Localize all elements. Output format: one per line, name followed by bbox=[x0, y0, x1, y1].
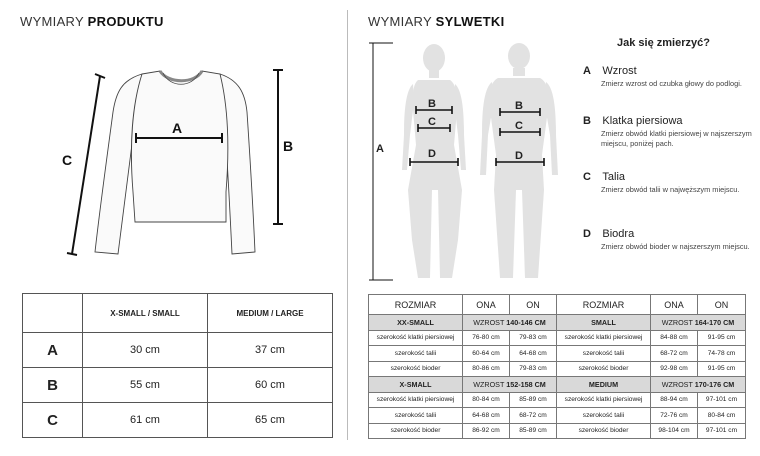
howto-letter: C bbox=[583, 171, 591, 183]
height-label: WZROST bbox=[661, 317, 693, 327]
figure-label-d-man: D bbox=[515, 150, 523, 162]
table-cell: 68-72 cm bbox=[510, 408, 557, 424]
table-row bbox=[23, 368, 333, 403]
table-cell: 65 cm bbox=[208, 403, 333, 438]
measure-label: szerokość klatki piersiowej bbox=[557, 392, 651, 408]
measure-label: szerokość talii bbox=[557, 408, 651, 424]
howto-item bbox=[583, 111, 683, 129]
howto-item bbox=[583, 224, 634, 242]
table-row bbox=[369, 423, 746, 439]
column-header: ONA bbox=[463, 295, 510, 315]
howto-name: Klatka piersiowa bbox=[602, 115, 683, 127]
table-cell: 85-89 cm bbox=[510, 423, 557, 439]
column-header: ON bbox=[698, 295, 746, 315]
table-row bbox=[369, 346, 746, 362]
sweatshirt-diagram bbox=[60, 62, 310, 262]
table-cell: 60-64 cm bbox=[463, 346, 510, 362]
table-row bbox=[369, 330, 746, 346]
table-cell: 72-76 cm bbox=[651, 408, 698, 424]
height-cell bbox=[463, 377, 557, 393]
measure-label: szerokość klatki piersiowej bbox=[557, 330, 651, 346]
empty-header-cell bbox=[23, 294, 83, 333]
figure-label-d-woman: D bbox=[428, 148, 436, 160]
howto-item bbox=[583, 167, 625, 185]
howto-letter: D bbox=[583, 228, 591, 240]
table-row bbox=[23, 403, 333, 438]
row-label: A bbox=[23, 333, 83, 368]
height-value: 170-176 CM bbox=[694, 379, 735, 389]
diagram-label-c: C bbox=[62, 152, 73, 168]
height-cell bbox=[463, 315, 557, 331]
body-dimensions-title bbox=[368, 14, 505, 29]
measure-label: szerokość klatki piersiowej bbox=[369, 392, 463, 408]
table-cell: 64-68 cm bbox=[463, 408, 510, 424]
figure-label-a: A bbox=[376, 143, 384, 155]
title-prefix: WYMIARY bbox=[368, 14, 432, 29]
size-name: MEDIUM bbox=[557, 377, 651, 393]
measure-label: szerokość bioder bbox=[557, 423, 651, 439]
table-cell: 74-78 cm bbox=[698, 346, 746, 362]
table-cell: 84-88 cm bbox=[651, 330, 698, 346]
figure-label-b-woman: B bbox=[428, 98, 436, 110]
body-size-table bbox=[368, 294, 746, 439]
table-cell: 91-95 cm bbox=[698, 330, 746, 346]
table-cell: 92-98 cm bbox=[651, 361, 698, 377]
table-row bbox=[369, 408, 746, 424]
table-cell: 55 cm bbox=[83, 368, 208, 403]
size-name: SMALL bbox=[557, 315, 651, 331]
row-label: C bbox=[23, 403, 83, 438]
table-cell: 97-101 cm bbox=[698, 392, 746, 408]
table-cell: 88-94 cm bbox=[651, 392, 698, 408]
howto-desc: Zmierz obwód bioder w najszerszym miejscu. bbox=[601, 242, 750, 251]
measure-label: szerokość bioder bbox=[369, 423, 463, 439]
height-label: WZROST bbox=[473, 379, 505, 389]
height-cell bbox=[651, 315, 746, 331]
table-cell: 80-84 cm bbox=[463, 392, 510, 408]
height-value: 164-170 CM bbox=[694, 317, 735, 327]
howto-item bbox=[583, 61, 637, 79]
product-dimensions-title bbox=[20, 14, 164, 29]
column-header: ROZMIAR bbox=[369, 295, 463, 315]
howto-desc: Zmierz wzrost od czubka głowy do podlogi. bbox=[601, 79, 742, 88]
table-cell: 37 cm bbox=[208, 333, 333, 368]
height-label: WZROST bbox=[473, 317, 505, 327]
howto-desc: Zmierz obwód talii w najwęższym miejscu. bbox=[601, 185, 740, 194]
howto-title: Jak się zmierzyć? bbox=[617, 37, 710, 49]
table-cell: 30 cm bbox=[83, 333, 208, 368]
size-name: X-SMALL bbox=[369, 377, 463, 393]
product-size-table bbox=[22, 293, 333, 438]
table-cell: 60 cm bbox=[208, 368, 333, 403]
table-cell: 80-86 cm bbox=[463, 361, 510, 377]
howto-desc: Zmierz obwód klatki piersiowej w najszerszym miejscu, poniżej pach. bbox=[601, 129, 752, 148]
table-cell: 79-83 cm bbox=[510, 361, 557, 377]
column-header: X-SMALL / SMALL bbox=[83, 294, 208, 333]
table-header-row bbox=[23, 294, 333, 333]
table-row bbox=[23, 333, 333, 368]
table-row bbox=[369, 361, 746, 377]
measure-label: szerokość talii bbox=[369, 408, 463, 424]
size-name: XX-SMALL bbox=[369, 315, 463, 331]
table-cell: 91-95 cm bbox=[698, 361, 746, 377]
vertical-divider bbox=[347, 10, 348, 440]
diagram-label-a: A bbox=[172, 120, 183, 136]
table-cell: 97-101 cm bbox=[698, 423, 746, 439]
height-value: 152-158 CM bbox=[506, 379, 546, 389]
measure-label: szerokość bioder bbox=[557, 361, 651, 377]
size-group-row bbox=[369, 315, 746, 331]
table-cell: 64-68 cm bbox=[510, 346, 557, 362]
howto-letter: B bbox=[583, 115, 591, 127]
measure-label: szerokość klatki piersiowej bbox=[369, 330, 463, 346]
figure-label-c-man: C bbox=[515, 120, 523, 132]
figure-label-b-man: B bbox=[515, 100, 523, 112]
howto-name: Biodra bbox=[602, 228, 635, 240]
howto-letter: A bbox=[583, 65, 591, 77]
height-cell bbox=[651, 377, 746, 393]
title-bold: PRODUKTU bbox=[87, 14, 164, 29]
table-cell: 86-92 cm bbox=[463, 423, 510, 439]
measure-label: szerokość talii bbox=[369, 346, 463, 362]
table-cell: 61 cm bbox=[83, 403, 208, 438]
title-prefix: WYMIARY bbox=[20, 14, 84, 29]
howto-name: Wzrost bbox=[602, 65, 637, 77]
table-cell: 85-89 cm bbox=[510, 392, 557, 408]
column-header: ON bbox=[510, 295, 557, 315]
column-header: ONA bbox=[651, 295, 698, 315]
body-figures-diagram bbox=[368, 40, 558, 285]
table-header-row bbox=[369, 295, 746, 315]
table-cell: 76-80 cm bbox=[463, 330, 510, 346]
diagram-label-b: B bbox=[283, 138, 294, 154]
howto-name: Talia bbox=[602, 171, 626, 183]
table-cell: 68-72 cm bbox=[651, 346, 698, 362]
size-group-row bbox=[369, 377, 746, 393]
figure-label-c-woman: C bbox=[428, 116, 436, 128]
column-header: MEDIUM / LARGE bbox=[208, 294, 333, 333]
title-bold: SYLWETKI bbox=[435, 14, 505, 29]
measure-label: szerokość bioder bbox=[369, 361, 463, 377]
table-row bbox=[369, 392, 746, 408]
row-label: B bbox=[23, 368, 83, 403]
height-value: 140-146 CM bbox=[506, 317, 546, 327]
measure-label: szerokość talii bbox=[557, 346, 651, 362]
table-cell: 79-83 cm bbox=[510, 330, 557, 346]
table-cell: 98-104 cm bbox=[651, 423, 698, 439]
column-header: ROZMIAR bbox=[557, 295, 651, 315]
table-cell: 80-84 cm bbox=[698, 408, 746, 424]
height-label: WZROST bbox=[661, 379, 693, 389]
